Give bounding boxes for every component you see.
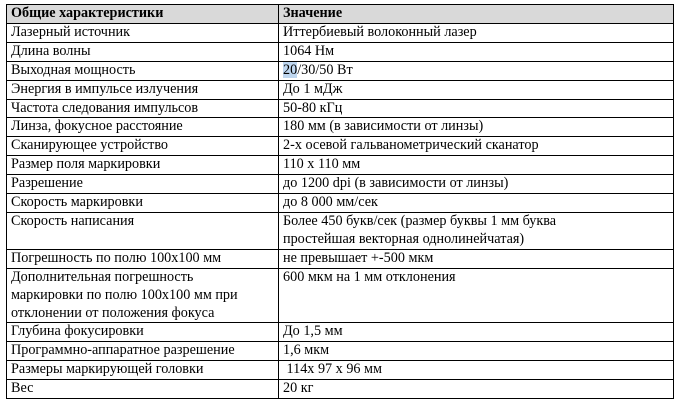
row-name: Глубина фокусировки	[7, 323, 279, 342]
row-value: Иттербиевый волоконный лазер	[279, 23, 674, 42]
row-name-line: маркировки по полю 100х100 мм при	[11, 286, 238, 303]
row-name: Размеры маркирующей головки	[7, 361, 279, 380]
row-value: до 8 000 мм/сек	[279, 194, 674, 213]
row-name: Погрешность по полю 100х100 мм	[7, 249, 279, 268]
row-name: Сканирующее устройство	[7, 137, 279, 156]
table-row	[7, 99, 674, 118]
row-name: Разрешение	[7, 175, 279, 194]
row-value: 1,6 мкм	[279, 342, 674, 361]
row-name: Вес	[7, 380, 279, 399]
table-row	[7, 23, 674, 42]
text-selection-highlight[interactable]: 20	[283, 61, 298, 78]
row-value: 180 мм (в зависимости от линзы)	[279, 118, 674, 137]
table-row	[7, 137, 674, 156]
row-name-line: отклонении от положения фокуса	[11, 304, 215, 321]
table-row	[7, 249, 674, 268]
row-value: 114х 97 х 96 мм	[279, 361, 674, 380]
table-row	[7, 380, 674, 399]
table-row	[7, 118, 674, 137]
table-row	[7, 42, 674, 61]
row-value: 2-х осевой гальванометрический сканатор	[279, 137, 674, 156]
header-characteristics: Общие характеристики	[7, 5, 279, 24]
row-value: 110 х 110 мм	[279, 156, 674, 175]
row-name: Линза, фокусное расстояние	[7, 118, 279, 137]
table-row	[7, 175, 674, 194]
row-value: 20 кг	[279, 380, 674, 399]
row-value-line: простейшая векторная однолинейчатая)	[283, 230, 525, 247]
specifications-table	[6, 4, 674, 399]
row-value	[279, 61, 674, 80]
row-value-line: Более 450 букв/сек (размер буквы 1 мм буква	[283, 212, 557, 229]
row-name: Частота следования импульсов	[7, 99, 279, 118]
table-row	[7, 212, 674, 249]
row-name: Энергия в импульсе излучения	[7, 80, 279, 99]
row-name: Размер поля маркировки	[7, 156, 279, 175]
table-row	[7, 342, 674, 361]
row-name: Скорость написания	[7, 212, 279, 249]
row-value: не превышает +-500 мкм	[279, 249, 674, 268]
row-value: 50-80 кГц	[279, 99, 674, 118]
row-value: 600 мкм на 1 мм отклонения	[279, 268, 674, 323]
row-name: Лазерный источник	[7, 23, 279, 42]
row-name: Выходная мощность	[7, 61, 279, 80]
row-name-line: Дополнительная погрешность	[11, 268, 194, 285]
table-row	[7, 61, 674, 80]
row-value-rest: /30/50 Вт	[297, 61, 353, 78]
row-name	[7, 268, 279, 323]
row-name: Программно-аппаратное разрешение	[7, 342, 279, 361]
table-row	[7, 268, 674, 323]
table-row	[7, 194, 674, 213]
header-value: Значение	[279, 5, 674, 24]
row-value	[279, 212, 674, 249]
table-row	[7, 80, 674, 99]
row-name: Скорость маркировки	[7, 194, 279, 213]
row-value: До 1 мДж	[279, 80, 674, 99]
table-row	[7, 361, 674, 380]
row-name: Длина волны	[7, 42, 279, 61]
table-header-row	[7, 5, 674, 24]
row-value: До 1,5 мм	[279, 323, 674, 342]
row-value: до 1200 dpi (в зависимости от линзы)	[279, 175, 674, 194]
table-row	[7, 323, 674, 342]
row-value: 1064 Нм	[279, 42, 674, 61]
table-row	[7, 156, 674, 175]
